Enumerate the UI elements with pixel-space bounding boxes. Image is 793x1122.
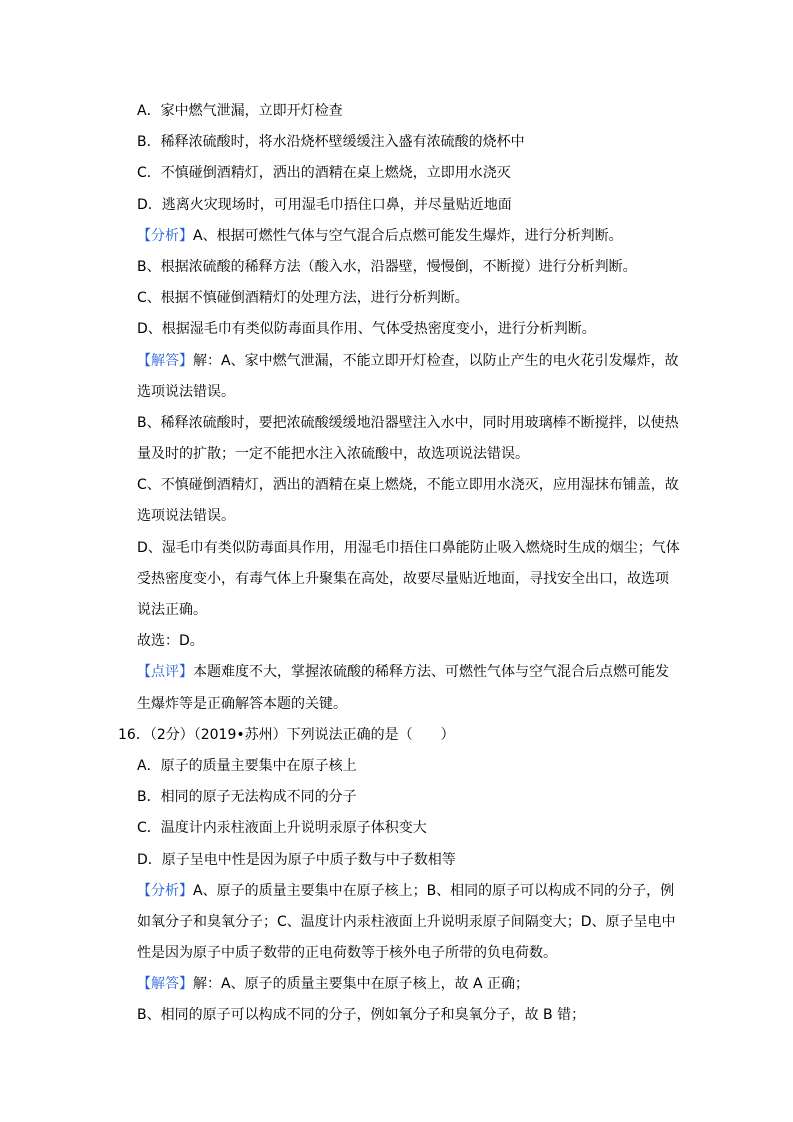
q16-option-d: D．原子呈电中性是因为原子中质子数与中子数相等 (137, 851, 456, 868)
q15-comment-line: 生爆炸等是正确解答本题的关键。 (137, 695, 347, 712)
q15-analysis-label: 【分析】 (137, 227, 193, 244)
q15-option-b: B．稀释浓硫酸时，将水沿烧杯壁缓缓注入盛有浓硫酸的烧杯中 (137, 134, 525, 151)
q15-answer-line (137, 346, 757, 377)
q15-answer-label: 【解答】 (137, 352, 193, 369)
q15-answer-line: 量及时的扩散；一定不能把水注入浓硫酸中，故选项说法错误。 (137, 446, 529, 463)
q16-analysis-line (137, 876, 757, 907)
q16-answer-text: 解：A、原子的质量主要集中在原子核上，故 A 正确； (193, 976, 530, 993)
q16-answer-label: 【解答】 (137, 976, 193, 993)
q15-answer-line: 选项说法错误。 (137, 508, 235, 525)
q15-answer-line: D、湿毛巾有类似防毒面具作用，用湿毛巾捂住口鼻能防止吸入燃烧时生成的烟尘；气体 (137, 539, 680, 556)
q15-comment-line (137, 657, 757, 688)
q16-option-a: A．原子的质量主要集中在原子核上 (137, 757, 357, 774)
q16-option-c: C．温度计内汞柱液面上升说明汞原子体积变大 (137, 820, 427, 837)
q16-answer-line: B、相同的原子可以构成不同的分子，例如氧分子和臭氧分子，故 B 错； (137, 1007, 586, 1024)
q15-answer-text: 解：A、家中燃气泄漏，不能立即开灯检查，以防止产生的电火花引发爆炸，故 (193, 352, 679, 369)
q15-comment-label: 【点评】 (137, 664, 193, 681)
q16-stem: 16．（2分）（2019•苏州）下列说法正确的是（ ） (118, 726, 455, 743)
q15-answer-line: 受热密度变小，有毒气体上升聚集在高处，故要尽量贴近地面，寻找安全出口，故选项 (137, 570, 669, 587)
q15-option-c: C．不慎碰倒酒精灯，洒出的酒精在桌上燃烧，立即用水浇灭 (137, 165, 511, 182)
q15-analysis-line (137, 221, 757, 252)
q15-answer-line: 选项说法错误。 (137, 383, 235, 400)
q15-analysis-line: B、根据浓硫酸的稀释方法（酸入水，沿器壁，慢慢倒，不断搅）进行分析判断。 (137, 258, 637, 275)
q16-analysis-line: 如氧分子和臭氧分子；C、温度计内汞柱液面上升说明汞原子间隔变大；D、原子呈电中 (137, 913, 676, 930)
q15-analysis-text: A、根据可燃性气体与空气混合后点燃可能发生爆炸，进行分析判断。 (193, 227, 623, 244)
q15-comment-text: 本题难度不大，掌握浓硫酸的稀释方法、可燃性气体与空气混合后点燃可能发 (193, 664, 669, 681)
page-content (118, 96, 757, 1032)
q15-analysis-line: C、根据不慎碰倒酒精灯的处理方法，进行分析判断。 (137, 290, 469, 307)
q15-option-a: A．家中燃气泄漏，立即开灯检查 (137, 103, 343, 119)
q15-final-choice: 故选：D。 (137, 633, 204, 650)
q15-answer-line: B、稀释浓硫酸时，要把浓硫酸缓缓地沿器壁注入水中，同时用玻璃棒不断搅拌，以使热 (137, 414, 679, 431)
q16-analysis-label: 【分析】 (137, 882, 193, 899)
q16-option-b: B．相同的原子无法构成不同的分子 (137, 789, 357, 806)
q15-answer-line: 说法正确。 (137, 602, 207, 618)
q16-answer-line (137, 969, 757, 1000)
q15-analysis-line: D、根据湿毛巾有类似防毒面具作用、气体受热密度变小，进行分析判断。 (137, 321, 596, 338)
q15-option-d: D．逃离火灾现场时，可用湿毛巾捂住口鼻，并尽量贴近地面 (137, 196, 512, 213)
q15-answer-line: C、不慎碰倒酒精灯，洒出的酒精在桌上燃烧，不能立即用水浇灭，应用湿抹布铺盖，故 (137, 477, 679, 494)
q16-analysis-line: 性是因为原子中质子数带的正电荷数等于核外电子所带的负电荷数。 (137, 945, 557, 962)
q16-analysis-text: A、原子的质量主要集中在原子核上；B、相同的原子可以构成不同的分子，例 (193, 882, 675, 899)
